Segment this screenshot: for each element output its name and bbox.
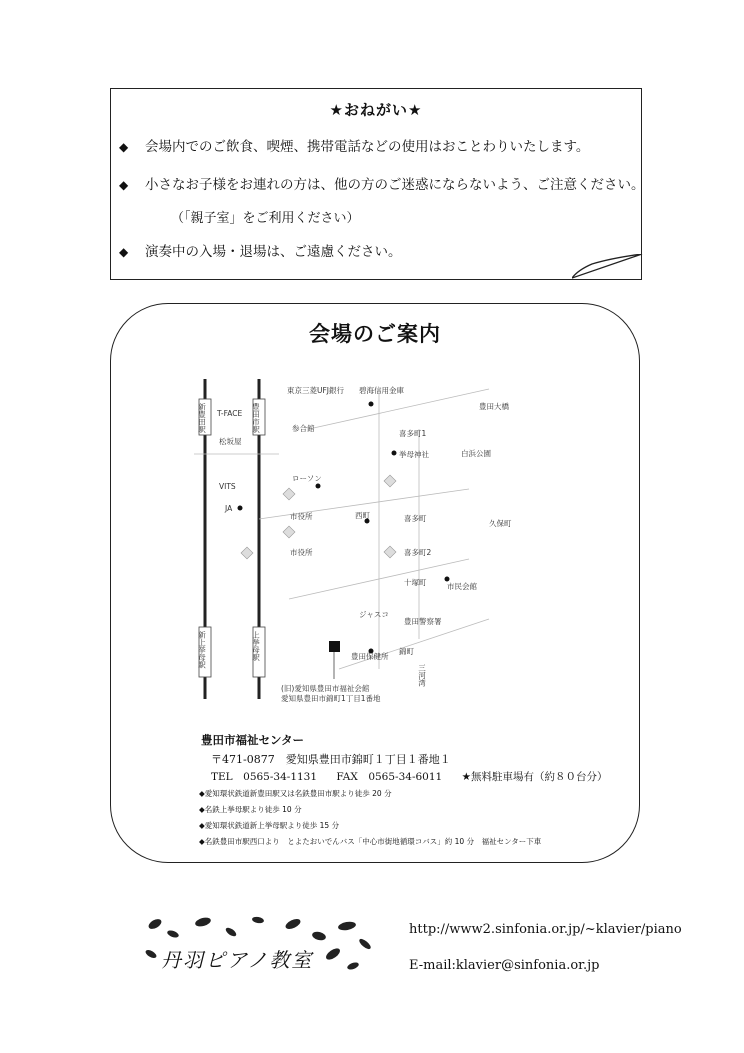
map-label-shin-toyota: 新豊田駅 [197, 403, 207, 433]
venue-name: 豊田市福祉センター [201, 733, 305, 747]
map-label: 喜多町 [404, 514, 427, 523]
venue-guide-frame [110, 303, 640, 863]
notice-title: ★おねがい★ [329, 101, 423, 119]
map-label-toyotashi: 豊田市駅 [251, 403, 261, 433]
school-logo [143, 914, 379, 974]
map-label: 東京三菱UFJ銀行 [287, 386, 345, 395]
notice-item-text: 小さなお子様をお連れの方は、他の方のご迷惑にならないよう、ご注意ください。 [145, 177, 645, 193]
map-label: 市役所 [290, 548, 313, 557]
notice-box [110, 88, 645, 280]
map-label: 錦町 [399, 647, 414, 656]
venue-marker-icon [329, 641, 340, 652]
notice-sub-note: （「親子室」をご利用ください） [171, 211, 360, 226]
map-label: 愛知県豊田市錦町1丁目1番地 [281, 694, 381, 703]
notice-item [119, 240, 402, 260]
notice-item-text: 会場内でのご飲食、喫煙、携帯電話などの使用はおことわりいたします。 [145, 139, 590, 155]
venue-guide-title: 会場のご案内 [309, 322, 441, 346]
access-line: ◆愛知環状鉄道新豊田駅又は名鉄豊田市駅より徒歩 20 分 [199, 789, 392, 798]
map-label: VITS [219, 482, 236, 491]
access-line: ◆愛知環状鉄道新上挙母駅より徒歩 15 分 [199, 821, 340, 830]
map-label: 十塚町 [404, 578, 427, 587]
venue-fax: FAX 0565-34-6011 [336, 771, 443, 783]
notice-item-text: 演奏中の入場・退場は、ご遠慮ください。 [145, 244, 402, 260]
map-label: 白浜公園 [461, 449, 491, 458]
diamond-bullet-icon: ◆ [119, 245, 129, 259]
map-label: (旧)愛知県豊田市福祉会館 [281, 684, 370, 693]
map-label: 市役所 [290, 512, 313, 521]
venue-parking: ★無料駐車場有（約８０台分） [461, 771, 608, 783]
map-label: 久保町 [489, 519, 512, 528]
page-curl-icon [572, 254, 644, 282]
map-label-kamikoromo: 上挙母駅 [251, 631, 261, 661]
map-label: ローソン [292, 474, 322, 483]
map-label: ジャスコ [359, 610, 389, 619]
school-logo-text: 丹羽ピアノ教室 [161, 948, 314, 972]
map-label: 三河湾 [417, 664, 427, 687]
diamond-bullet-icon: ◆ [119, 178, 129, 192]
map-label: 豊田警察署 [404, 617, 442, 626]
map-label: 挙母神社 [399, 450, 429, 459]
map-label-shinkamikoromo: 新上挙母駅 [197, 631, 207, 669]
venue-address: 〒471-0877 愛知県豊田市錦町１丁目１番地１ [211, 753, 451, 766]
map-label: 豊田大橋 [479, 402, 509, 411]
email-link[interactable]: E-mail:klavier@sinfonia.or.jp [409, 958, 600, 973]
map-label: T-FACE [217, 409, 243, 418]
website-link[interactable]: http://www2.sinfonia.or.jp/~klavier/piano [409, 922, 682, 937]
map-label: 市民会館 [447, 582, 477, 591]
notice-item [119, 135, 589, 155]
map-label: JA [225, 504, 233, 513]
access-line: ◆名鉄上挙母駅より徒歩 10 分 [199, 805, 302, 814]
map-label: 西町 [355, 511, 370, 520]
venue-tel: TEL 0565-34-1131 [211, 771, 318, 783]
map-label: 豊田保健所 [351, 652, 389, 661]
notice-item [119, 173, 645, 193]
map-label: 松坂屋 [219, 437, 242, 446]
map-label: 参合館 [292, 424, 315, 433]
map-label: 喜多町2 [404, 548, 432, 557]
diamond-bullet-icon: ◆ [119, 140, 129, 154]
venue-contact [211, 769, 624, 784]
access-map [189, 369, 569, 709]
access-line: ◆名鉄豊田市駅西口より とよたおいでんバス「中心市街地循環コバス」約 10 分 福祉センター下車 [199, 837, 542, 846]
map-label: 碧海信用金庫 [359, 386, 404, 395]
map-label: 喜多町1 [399, 429, 427, 438]
